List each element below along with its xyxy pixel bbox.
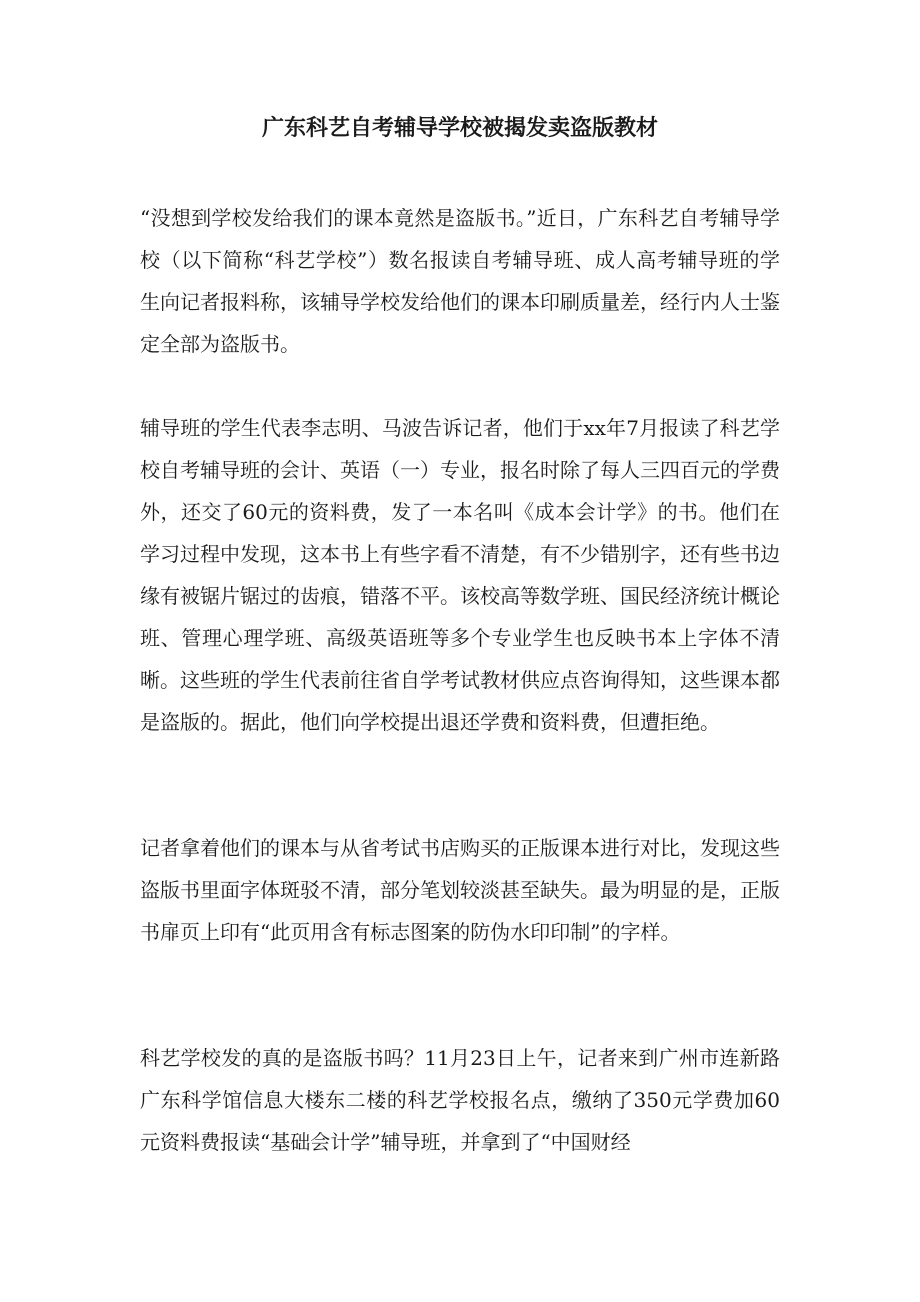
paragraph-2: 辅导班的学生代表李志明、马波告诉记者，他们于xx年7月报读了科艺学校自考辅导班的会计、英语（一）专业，报名时除了每人三四百元的学费外，还交了60元的资料费，发了一本名叫《成本会计学》的书。他们在学习过程中发现，这本书上有些字看不清楚，有不少错别字，还有些书边缘有被锯片锯过的齿痕，错落不平。该校高等数学班、国民经济统计概论班、管理心理学班、高级英语班等多个专业学生也反映书本上字体不清晰。这些班的学生代表前往省自学考试教材供应点咨询得知，这些课本都是盗版的。据此，他们向学校提出退还学费和资料费，但遭拒绝。 [140,416,780,734]
paragraph-3: 记者拿着他们的课本与从省考试书店购买的正版课本进行对比，发现这些盗版书里面字体斑驳不清，部分笔划较淡甚至缺失。最为明显的是，正版书扉页上印有“此页用含有标志图案的防伪水印印制”的字样。 [140,836,780,944]
paragraph-1: “没想到学校发给我们的课本竟然是盗版书。”近日，广东科艺自考辅导学校（以下简称“科艺学校”）数名报读自考辅导班、成人高考辅导班的学生向记者报料称，该辅导学校发给他们的课本印刷质量差，经行内人士鉴定全部为盗版书。 [140,206,780,356]
document-title: 广东科艺自考辅导学校被揭发卖盗版教材 [261,115,658,141]
paragraph-4: 科艺学校发的真的是盗版书吗？11月23日上午，记者来到广州市连新路广东科学馆信息大楼东二楼的科艺学校报名点，缴纳了350元学费加60元资料费报读“基础会计学”辅导班，并拿到了“中国财经 [140,1046,780,1154]
